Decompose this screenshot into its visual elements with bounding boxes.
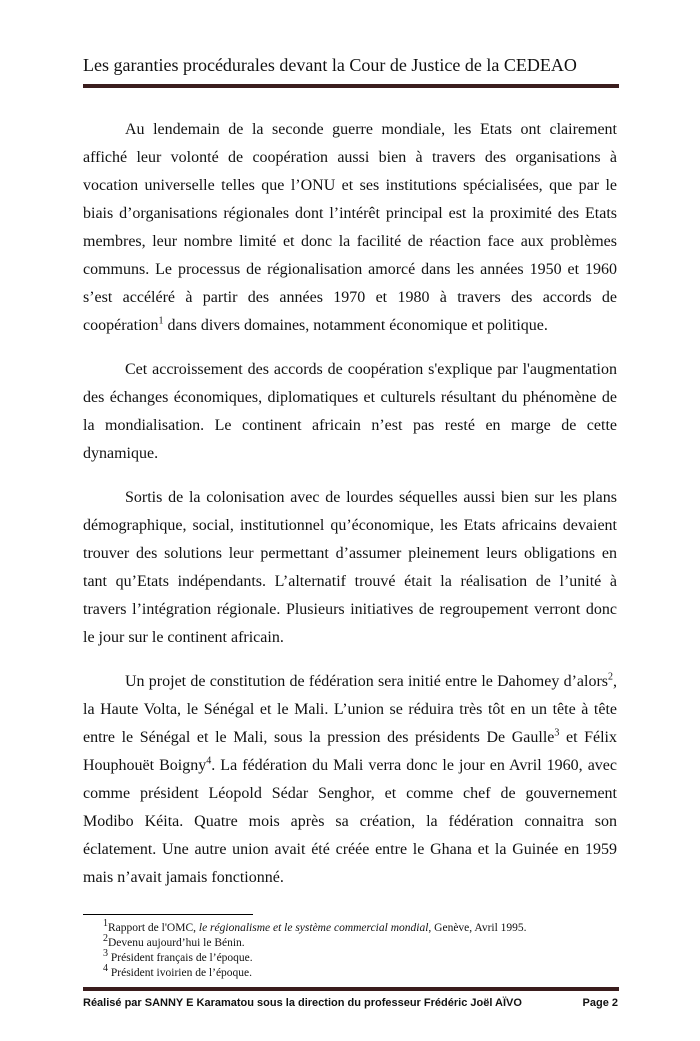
footnote-text: Président français de l’époque. [108,952,253,964]
footer-author: Réalisé par SANNY E Karamatou sous la direction du professeur Frédéric Joël AÏVO [83,997,522,1009]
document-body [83,116,617,908]
footnote-number: 3 [103,948,108,960]
footer-rule [83,987,619,991]
paragraph [83,668,617,892]
paragraph-text: Au lendemain de la seconde guerre mondiale, les Etats ont clairement affiché leur volonté de coopération aussi bien à travers des organisations à vocation universelle telles que l’ONU et ses institutions spécialisées, que par le biais d’organisations régionales dont l’intérêt principal est la proximité des Etats membres, leur nombre limité et donc la facilité de réaction face aux problèmes communs. Le processus de régionalisation amorcé dans les années 1950 et 1960 s’est accéléré à partir des années 1970 et 1980 à travers des accords de coopération [83,121,617,334]
footnote-ref[interactable]: 3 [554,727,560,739]
paragraph-text: Un projet de constitution de fédération sera initié entre le Dahomey d’alors [125,673,608,690]
footnote-text: Président ivoirien de l’époque. [108,967,253,979]
footnote-text: Rapport de l'OMC, [108,922,199,934]
footnote-text: Devenu aujourd’hui le Bénin. [108,937,245,949]
footnote-ref[interactable]: 4 [206,755,212,767]
footnote [103,933,618,951]
paragraph: Cet accroissement des accords de coopération s'explique par l'augmentation des échanges économiques, diplomatiques et culturels résultant du phénomène de la mondialisation. Le continent africain n’est pas resté en marge de cette dynamique. [83,361,617,462]
footnote-number: 2 [103,933,108,945]
paragraph [83,116,617,340]
footnote [103,918,618,936]
footnote-separator [83,914,253,915]
page-header-title: Les garanties procédurales devant la Cour de Justice de la CEDEAO [83,55,577,75]
paragraph-text: , la Haute Volta, le Sénégal et le Mali. L’union se réduira très tôt en un tête à tête entre le Sénégal et le Mali, sous la pression des présidents De Gaulle [83,673,617,746]
footnote-title: le régionalisme et le système commercial mondial [198,922,429,934]
footnote-ref[interactable]: 2 [608,671,613,683]
footnote-number: 1 [103,918,108,930]
footnote-ref[interactable]: 1 [158,315,164,327]
paragraph-text: . La fédération du Mali verra donc le jour en Avril 1960, avec comme président Léopold Sédar Senghor, et comme chef de gouvernement Modibo Kéita. Quatre mois après sa création, la fédération connaitra son éclatement. Une autre union avait été créée entre le Ghana et la Guinée en 1959 mais n’avait jamais fonctionné. [83,757,618,886]
footnote [103,963,618,981]
header-rule [83,84,619,88]
footnote-text: , Genève, Avril 1995. [428,922,527,934]
page-footer [83,996,618,1011]
footnote-number: 4 [103,963,108,975]
paragraph: Sortis de la colonisation avec de lourdes séquelles aussi bien sur les plans démographique, social, institutionnel qu’économique, les Etats africains devaient trouver des solutions leur permettant d’assumer pleinement leurs obligations en tant qu’Etats indépendants. L’alternatif trouvé était la réalisation de l’unité à travers l’intégration régionale. Plusieurs initiatives de regroupement verront donc le jour sur le continent africain. [83,489,617,646]
paragraph-text: et Félix Houphouët Boigny [83,729,618,774]
footnotes [83,918,618,981]
footnote [103,948,618,966]
paragraph-text: dans divers domaines, notamment économique et politique. [163,317,548,334]
page-number: Page 2 [582,997,618,1009]
